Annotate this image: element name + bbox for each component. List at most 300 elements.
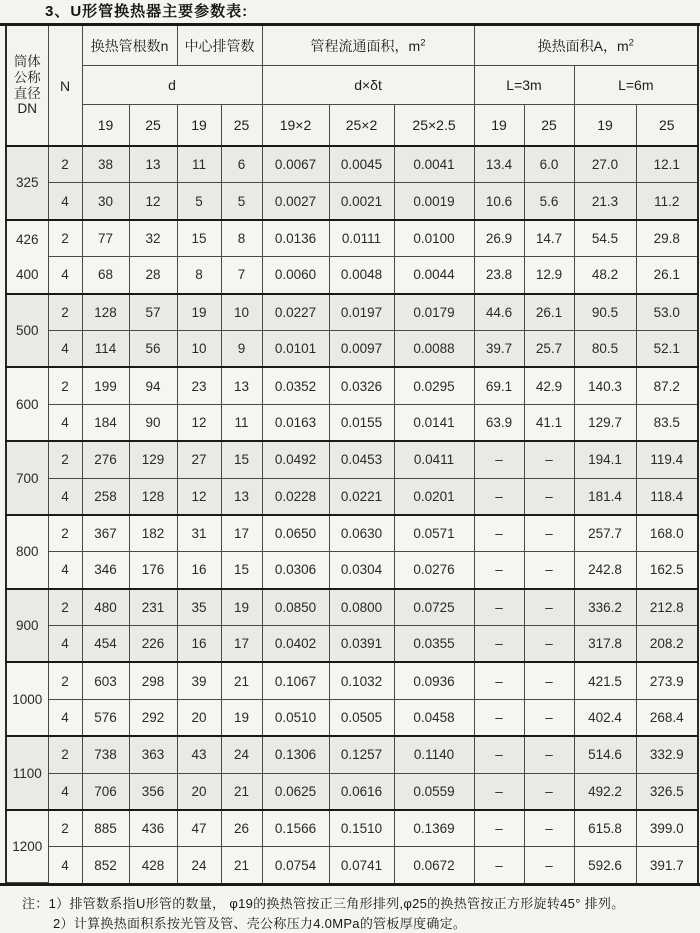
value-cell: 0.1032: [329, 662, 394, 699]
value-cell: 182: [129, 515, 177, 552]
value-cell: 140.3: [574, 367, 636, 404]
header-n: N: [48, 26, 82, 146]
value-cell: 77: [82, 220, 129, 257]
value-cell: 0.0391: [329, 626, 394, 663]
dn-value: 426: [15, 231, 39, 247]
value-cell: 162.5: [636, 552, 698, 589]
value-cell: 0.0650: [262, 515, 329, 552]
value-cell: 28: [129, 257, 177, 294]
value-cell: 24: [177, 847, 221, 883]
value-cell: 0.0100: [394, 220, 474, 257]
n-cell: 2: [48, 810, 82, 847]
dn-cell: [6, 146, 48, 220]
value-cell: 0.0741: [329, 847, 394, 883]
dn-value: 400: [15, 266, 39, 282]
subcol-header: 25: [636, 105, 698, 147]
subcol-header: 19: [474, 105, 524, 147]
value-cell: 268.4: [636, 699, 698, 736]
table-row: [6, 515, 698, 552]
table-row: [6, 736, 698, 773]
value-cell: –: [524, 662, 574, 699]
value-cell: –: [524, 552, 574, 589]
value-cell: 19: [221, 699, 262, 736]
value-cell: 168.0: [636, 515, 698, 552]
table-row: [6, 552, 698, 589]
value-cell: 20: [177, 773, 221, 810]
n-cell: 2: [48, 515, 82, 552]
value-cell: 346: [82, 552, 129, 589]
value-cell: 5: [177, 183, 221, 220]
value-cell: –: [524, 515, 574, 552]
value-cell: 21: [221, 847, 262, 883]
value-cell: 0.0754: [262, 847, 329, 883]
value-cell: 0.0402: [262, 626, 329, 663]
value-cell: 53.0: [636, 294, 698, 331]
table-row: [6, 441, 698, 478]
value-cell: –: [524, 810, 574, 847]
value-cell: 0.0304: [329, 552, 394, 589]
value-cell: 0.0041: [394, 146, 474, 183]
value-cell: 94: [129, 367, 177, 404]
value-cell: 336.2: [574, 589, 636, 626]
value-cell: 363: [129, 736, 177, 773]
value-cell: 17: [221, 626, 262, 663]
value-cell: 0.1140: [394, 736, 474, 773]
footnote-text-1: 1）排管数系指U形管的数量， φ19的换热管按正三角形排列,φ25的换热管按正方形旋转45° 排列。: [48, 896, 625, 912]
table-row: [6, 404, 698, 441]
value-cell: 30: [82, 183, 129, 220]
dn-cell: [6, 367, 48, 441]
subcol-header: 25: [129, 105, 177, 147]
page-title: 3、U形管换热器主要参数表:: [45, 3, 249, 20]
value-cell: –: [474, 736, 524, 773]
superscript: 2: [420, 36, 426, 48]
value-cell: –: [474, 552, 524, 589]
header-dn-line: 直径: [13, 85, 41, 101]
value-cell: 0.0672: [394, 847, 474, 883]
value-cell: 128: [82, 294, 129, 331]
value-cell: 492.2: [574, 773, 636, 810]
value-cell: 0.0097: [329, 330, 394, 367]
header-flow-area-label: 管程流通面积，m: [310, 37, 421, 54]
n-cell: 2: [48, 736, 82, 773]
header-row-3: [6, 105, 698, 147]
value-cell: 14.7: [524, 220, 574, 257]
value-cell: 258: [82, 478, 129, 515]
header-d: d: [82, 66, 262, 105]
footnote-line-1: [22, 894, 700, 914]
subcol-header: 25×2: [329, 105, 394, 147]
value-cell: 57: [129, 294, 177, 331]
table-row: [6, 773, 698, 810]
value-cell: 576: [82, 699, 129, 736]
n-cell: 2: [48, 146, 82, 183]
value-cell: 257.7: [574, 515, 636, 552]
value-cell: 428: [129, 847, 177, 883]
dn-cell: [6, 662, 48, 736]
value-cell: 367: [82, 515, 129, 552]
value-cell: 5: [221, 183, 262, 220]
value-cell: 26.1: [524, 294, 574, 331]
value-cell: 0.0559: [394, 773, 474, 810]
footnote-prefix: 注：: [22, 896, 49, 912]
table-row: [6, 662, 698, 699]
value-cell: 326.5: [636, 773, 698, 810]
dn-cell: [6, 515, 48, 589]
n-cell: 2: [48, 589, 82, 626]
n-cell: 2: [48, 441, 82, 478]
value-cell: 0.0936: [394, 662, 474, 699]
dn-value: 500: [15, 322, 39, 338]
value-cell: 0.0197: [329, 294, 394, 331]
value-cell: 0.0306: [262, 552, 329, 589]
value-cell: 10.6: [474, 183, 524, 220]
value-cell: 0.0088: [394, 330, 474, 367]
table-row: [6, 626, 698, 663]
value-cell: 56: [129, 330, 177, 367]
value-cell: 0.0571: [394, 515, 474, 552]
value-cell: 885: [82, 810, 129, 847]
value-cell: 231: [129, 589, 177, 626]
value-cell: 17: [221, 515, 262, 552]
table-row: [6, 589, 698, 626]
value-cell: 0.0453: [329, 441, 394, 478]
value-cell: 273.9: [636, 662, 698, 699]
value-cell: 26.1: [636, 257, 698, 294]
value-cell: –: [474, 441, 524, 478]
dn-cell: [6, 589, 48, 663]
value-cell: 12.1: [636, 146, 698, 183]
value-cell: 0.1566: [262, 810, 329, 847]
value-cell: 402.4: [574, 699, 636, 736]
value-cell: 480: [82, 589, 129, 626]
value-cell: –: [474, 589, 524, 626]
value-cell: 0.0101: [262, 330, 329, 367]
value-cell: 21.3: [574, 183, 636, 220]
value-cell: 21: [221, 662, 262, 699]
value-cell: 0.0616: [329, 773, 394, 810]
value-cell: 0.0044: [394, 257, 474, 294]
header-center-rows: 中心排管数: [177, 26, 262, 66]
value-cell: 0.0326: [329, 367, 394, 404]
value-cell: 32: [129, 220, 177, 257]
value-cell: 38: [82, 146, 129, 183]
table-row: [6, 220, 698, 257]
n-cell: 4: [48, 626, 82, 663]
dn-value: 1000: [12, 691, 43, 707]
value-cell: 42.9: [524, 367, 574, 404]
header-flow-area: [262, 26, 474, 66]
value-cell: 19: [177, 294, 221, 331]
dn-value: 800: [15, 544, 39, 560]
value-cell: 13.4: [474, 146, 524, 183]
value-cell: 19: [221, 589, 262, 626]
header-l6m: L=6m: [574, 66, 698, 105]
value-cell: 0.0027: [262, 183, 329, 220]
dn-value: 600: [15, 396, 39, 412]
subcol-header: 25×2.5: [394, 105, 474, 147]
table-row: [6, 367, 698, 404]
table-row: [6, 330, 698, 367]
value-cell: 0.0045: [329, 146, 394, 183]
value-cell: 454: [82, 626, 129, 663]
value-cell: 129.7: [574, 404, 636, 441]
value-cell: 0.0021: [329, 183, 394, 220]
value-cell: 0.0725: [394, 589, 474, 626]
table-row: [6, 257, 698, 294]
value-cell: 0.0067: [262, 146, 329, 183]
value-cell: 292: [129, 699, 177, 736]
value-cell: 11: [221, 404, 262, 441]
value-cell: 0.0163: [262, 404, 329, 441]
value-cell: 90: [129, 404, 177, 441]
value-cell: 10: [177, 330, 221, 367]
n-cell: 4: [48, 847, 82, 883]
value-cell: 421.5: [574, 662, 636, 699]
value-cell: 15: [221, 552, 262, 589]
table-row: [6, 146, 698, 183]
value-cell: 129: [129, 441, 177, 478]
dn-cell: [6, 441, 48, 515]
n-cell: 4: [48, 773, 82, 810]
value-cell: 0.1306: [262, 736, 329, 773]
value-cell: –: [524, 626, 574, 663]
subcol-header: 19: [574, 105, 636, 147]
n-cell: 4: [48, 699, 82, 736]
value-cell: 514.6: [574, 736, 636, 773]
dn-cell: [6, 810, 48, 883]
value-cell: 0.0850: [262, 589, 329, 626]
value-cell: 226: [129, 626, 177, 663]
value-cell: 0.0625: [262, 773, 329, 810]
value-cell: 738: [82, 736, 129, 773]
value-cell: 7: [221, 257, 262, 294]
value-cell: –: [474, 478, 524, 515]
n-cell: 2: [48, 294, 82, 331]
value-cell: 11: [177, 146, 221, 183]
value-cell: 54.5: [574, 220, 636, 257]
value-cell: 0.1510: [329, 810, 394, 847]
value-cell: 15: [177, 220, 221, 257]
value-cell: –: [474, 773, 524, 810]
value-cell: 68: [82, 257, 129, 294]
n-cell: 4: [48, 330, 82, 367]
table-row: [6, 847, 698, 883]
value-cell: 0.0136: [262, 220, 329, 257]
table-bottom-rule: [0, 883, 700, 886]
value-cell: 208.2: [636, 626, 698, 663]
value-cell: 83.5: [636, 404, 698, 441]
value-cell: 52.1: [636, 330, 698, 367]
value-cell: 0.0505: [329, 699, 394, 736]
value-cell: 31: [177, 515, 221, 552]
value-cell: 128: [129, 478, 177, 515]
value-cell: 25.7: [524, 330, 574, 367]
value-cell: 114: [82, 330, 129, 367]
value-cell: 43: [177, 736, 221, 773]
value-cell: –: [524, 736, 574, 773]
value-cell: 41.1: [524, 404, 574, 441]
value-cell: 27.0: [574, 146, 636, 183]
value-cell: 242.8: [574, 552, 636, 589]
value-cell: 35: [177, 589, 221, 626]
header-tube-count: 换热管根数n: [82, 26, 177, 66]
value-cell: 436: [129, 810, 177, 847]
table-body: [6, 146, 698, 883]
value-cell: 24: [221, 736, 262, 773]
n-cell: 4: [48, 183, 82, 220]
value-cell: –: [474, 810, 524, 847]
value-cell: 212.8: [636, 589, 698, 626]
value-cell: 119.4: [636, 441, 698, 478]
table-row: [6, 699, 698, 736]
value-cell: 199: [82, 367, 129, 404]
superscript: 2: [628, 36, 634, 48]
header-row-2: [6, 66, 698, 105]
value-cell: 13: [129, 146, 177, 183]
value-cell: 592.6: [574, 847, 636, 883]
subcol-header: 19×2: [262, 105, 329, 147]
value-cell: 615.8: [574, 810, 636, 847]
footnote-text-2: 2）计算换热面积系按光管及管、壳公称压力4.0MPa的管板厚度确定。: [53, 915, 467, 931]
value-cell: –: [524, 441, 574, 478]
dn-value: 325: [15, 175, 39, 191]
table-row: [6, 810, 698, 847]
value-cell: 0.0276: [394, 552, 474, 589]
value-cell: 20: [177, 699, 221, 736]
value-cell: 184: [82, 404, 129, 441]
value-cell: 317.8: [574, 626, 636, 663]
value-cell: 0.0048: [329, 257, 394, 294]
footnotes: [22, 894, 700, 933]
value-cell: 0.0510: [262, 699, 329, 736]
value-cell: 176: [129, 552, 177, 589]
subcol-header: 19: [177, 105, 221, 147]
value-cell: –: [474, 699, 524, 736]
table-row: [6, 183, 698, 220]
n-cell: 4: [48, 552, 82, 589]
value-cell: 356: [129, 773, 177, 810]
value-cell: 399.0: [636, 810, 698, 847]
value-cell: 12: [129, 183, 177, 220]
value-cell: 8: [221, 220, 262, 257]
value-cell: 0.1257: [329, 736, 394, 773]
dn-cell: [6, 736, 48, 810]
value-cell: 9: [221, 330, 262, 367]
header-dxdt: d×δt: [262, 66, 474, 105]
value-cell: –: [524, 478, 574, 515]
value-cell: 0.0352: [262, 367, 329, 404]
table-row: [6, 478, 698, 515]
n-cell: 2: [48, 220, 82, 257]
value-cell: 0.1067: [262, 662, 329, 699]
value-cell: 0.0227: [262, 294, 329, 331]
value-cell: 194.1: [574, 441, 636, 478]
value-cell: –: [524, 699, 574, 736]
header-heat-area-label: 换热面积A，m: [537, 37, 629, 54]
value-cell: 118.4: [636, 478, 698, 515]
value-cell: 0.0141: [394, 404, 474, 441]
value-cell: 6.0: [524, 146, 574, 183]
value-cell: –: [474, 847, 524, 883]
value-cell: 8: [177, 257, 221, 294]
dn-value: 1200: [12, 839, 43, 855]
value-cell: –: [474, 515, 524, 552]
value-cell: 90.5: [574, 294, 636, 331]
value-cell: 0.1369: [394, 810, 474, 847]
value-cell: 26: [221, 810, 262, 847]
value-cell: 0.0019: [394, 183, 474, 220]
n-cell: 4: [48, 478, 82, 515]
value-cell: 5.6: [524, 183, 574, 220]
value-cell: 181.4: [574, 478, 636, 515]
n-cell: 4: [48, 257, 82, 294]
value-cell: –: [524, 847, 574, 883]
value-cell: 10: [221, 294, 262, 331]
n-cell: 2: [48, 367, 82, 404]
value-cell: 23: [177, 367, 221, 404]
value-cell: 27: [177, 441, 221, 478]
subcol-header: 25: [524, 105, 574, 147]
value-cell: –: [474, 662, 524, 699]
value-cell: 0.0060: [262, 257, 329, 294]
value-cell: 603: [82, 662, 129, 699]
value-cell: 0.0155: [329, 404, 394, 441]
value-cell: 16: [177, 552, 221, 589]
value-cell: 13: [221, 367, 262, 404]
value-cell: 39.7: [474, 330, 524, 367]
value-cell: 69.1: [474, 367, 524, 404]
value-cell: 332.9: [636, 736, 698, 773]
value-cell: 12.9: [524, 257, 574, 294]
n-cell: 2: [48, 662, 82, 699]
value-cell: 0.0228: [262, 478, 329, 515]
value-cell: –: [524, 773, 574, 810]
header-row-1: [6, 26, 698, 66]
value-cell: 706: [82, 773, 129, 810]
header-dn-line: DN: [17, 101, 37, 117]
dn-value: 1100: [12, 765, 42, 781]
value-cell: 0.0355: [394, 626, 474, 663]
value-cell: 47: [177, 810, 221, 847]
value-cell: 0.0458: [394, 699, 474, 736]
value-cell: 39: [177, 662, 221, 699]
value-cell: 16: [177, 626, 221, 663]
parameters-table: [5, 26, 699, 883]
value-cell: 23.8: [474, 257, 524, 294]
value-cell: 21: [221, 773, 262, 810]
value-cell: –: [474, 626, 524, 663]
value-cell: –: [524, 589, 574, 626]
value-cell: 63.9: [474, 404, 524, 441]
n-cell: 4: [48, 404, 82, 441]
dn-cell: [6, 294, 48, 368]
value-cell: 0.0111: [329, 220, 394, 257]
header-dn-line: 筒体: [13, 53, 41, 69]
value-cell: 26.9: [474, 220, 524, 257]
value-cell: 6: [221, 146, 262, 183]
value-cell: 44.6: [474, 294, 524, 331]
value-cell: 0.0492: [262, 441, 329, 478]
header-dn-line: 公称: [13, 69, 41, 85]
dn-cell: [6, 220, 48, 294]
table-header: [6, 26, 698, 146]
value-cell: 852: [82, 847, 129, 883]
value-cell: 15: [221, 441, 262, 478]
subcol-header: 25: [221, 105, 262, 147]
value-cell: 276: [82, 441, 129, 478]
header-dn: [6, 26, 48, 146]
